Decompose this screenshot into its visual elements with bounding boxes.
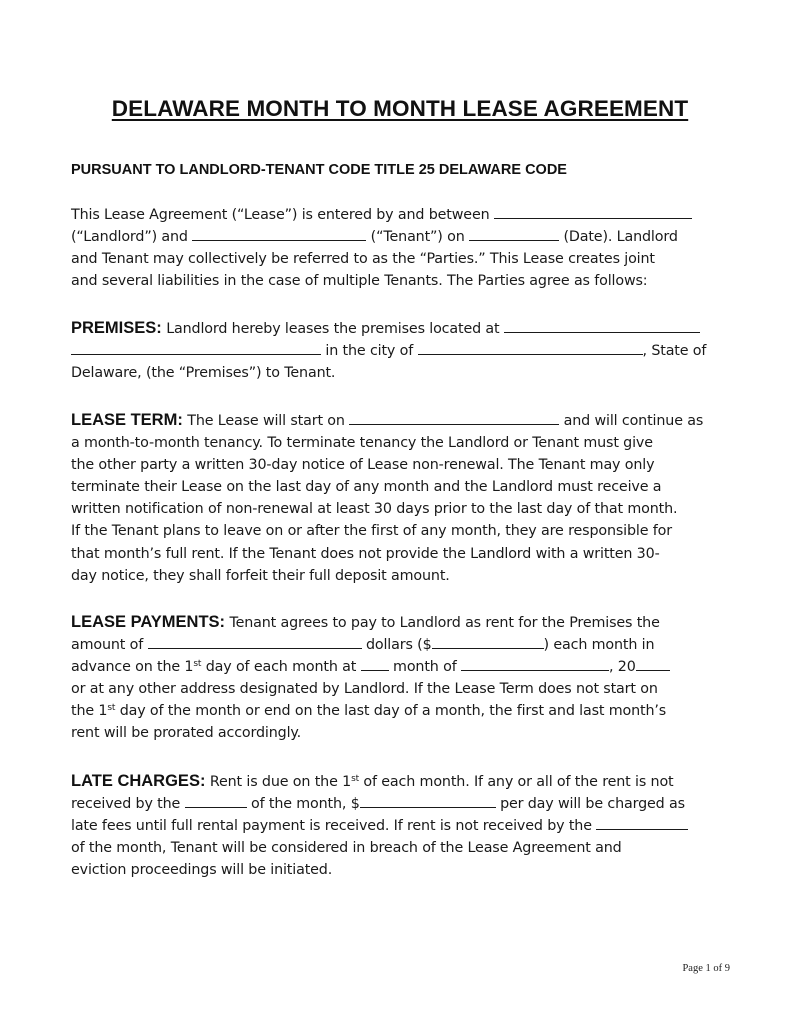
lease-start-date-blank[interactable]	[349, 411, 559, 425]
ordinal-suffix: st	[107, 703, 116, 714]
late-charges-line-2	[71, 793, 731, 815]
intro-line-2	[71, 226, 731, 248]
late-charges-text: received by the	[71, 796, 181, 813]
payment-year-blank[interactable]	[636, 657, 670, 671]
lease-payments-line-3	[71, 656, 731, 678]
intro-text: This Lease Agreement (“Lease”) is entered by and between	[71, 207, 490, 223]
lease-payments-text: the 1	[71, 703, 108, 720]
late-charges-section	[71, 770, 731, 881]
lease-payments-text: day of the month or end on the last day of a month, the first and last month’s	[119, 703, 667, 720]
document-subtitle: PURSUANT TO LANDLORD-TENANT CODE TITLE 25 DELAWARE CODE	[71, 162, 567, 178]
payment-month-blank[interactable]	[461, 657, 609, 671]
premises-line-2	[71, 340, 731, 362]
page-number: Page 1 of 9	[682, 963, 730, 974]
lease-term-section	[71, 409, 731, 587]
agreement-date-blank[interactable]	[469, 227, 559, 241]
lease-term-text: and will continue as	[563, 413, 704, 429]
premises-text: in the city of	[325, 343, 414, 360]
lease-term-text: The Lease will start on	[187, 413, 345, 429]
payment-address-blank[interactable]	[361, 657, 389, 671]
late-charges-text: of the month, $	[250, 796, 360, 813]
lease-payments-line-6: rent will be prorated accordingly.	[71, 725, 302, 742]
lease-payments-text: amount of	[71, 637, 144, 654]
lease-term-line-6: If the Tenant plans to leave on or after the first of any month, they are responsible for	[71, 523, 672, 540]
lease-payments-text: ) each month in	[543, 637, 655, 654]
premises-address-continued-blank[interactable]	[71, 341, 321, 355]
lease-payments-text: day of each month at	[205, 659, 357, 676]
premises-line-3: Delaware, (the “Premises”) to Tenant.	[71, 365, 336, 382]
intro-line-1	[71, 204, 731, 226]
late-charges-line-3	[71, 815, 731, 837]
lease-payments-heading: LEASE PAYMENTS:	[71, 613, 226, 631]
lease-payments-text: dollars ($	[365, 637, 432, 654]
lease-payments-section	[71, 611, 731, 745]
rent-amount-words-blank[interactable]	[148, 635, 362, 649]
premises-section	[71, 317, 731, 384]
lease-payments-text: , 20	[608, 659, 636, 676]
intro-text: (“Tenant”) on	[370, 229, 465, 246]
document-title: DELAWARE MONTH TO MONTH LEASE AGREEMENT	[111, 96, 689, 121]
late-charges-text: of each month. If any or all of the rent is not	[363, 774, 674, 790]
lease-term-line-2: a month-to-month tenancy. To terminate tenancy the Landlord or Tenant must give	[71, 435, 653, 452]
intro-text: (Date). Landlord	[563, 229, 678, 246]
lease-term-line-8: day notice, they shall forfeit their full deposit amount.	[71, 567, 450, 584]
late-charges-line-1	[71, 770, 731, 793]
lease-term-heading: LEASE TERM:	[71, 411, 183, 429]
lease-payments-line-4: or at any other address designated by Landlord. If the Lease Term does not start on	[71, 681, 658, 698]
lease-term-line-1	[71, 409, 731, 432]
intro-paragraph	[71, 204, 731, 292]
late-charges-text: Rent is due on the 1	[209, 774, 352, 790]
lease-payments-line-5	[71, 700, 731, 722]
landlord-name-blank[interactable]	[494, 205, 692, 219]
breach-day-blank[interactable]	[596, 816, 688, 830]
lease-payments-line-1	[71, 611, 731, 634]
premises-city-blank[interactable]	[418, 341, 643, 355]
premises-line-1	[71, 317, 731, 340]
late-charges-heading: LATE CHARGES:	[71, 772, 206, 790]
lease-payments-text: month of	[393, 659, 457, 676]
late-charges-line-4: of the month, Tenant will be considered in breach of the Lease Agreement and	[71, 840, 622, 857]
late-day-blank[interactable]	[185, 794, 247, 808]
lease-term-line-7: that month’s full rent. If the Tenant does not provide the Landlord with a written 30-	[71, 545, 660, 562]
late-charges-text: late fees until full rental payment is received. If rent is not received by the	[71, 818, 592, 835]
lease-term-line-5: written notification of non-renewal at least 30 days prior to the last day of that month.	[71, 501, 678, 518]
late-charges-text: per day will be charged as	[500, 796, 685, 813]
late-fee-amount-blank[interactable]	[360, 794, 496, 808]
lease-term-line-3: the other party a written 30-day notice of Lease non-renewal. The Tenant may only	[71, 457, 655, 474]
premises-text: , State of	[642, 343, 707, 360]
lease-payments-text: Tenant agrees to pay to Landlord as rent for the Premises the	[229, 615, 660, 631]
premises-heading: PREMISES:	[71, 319, 162, 337]
lease-payments-text: advance on the 1	[71, 659, 194, 676]
intro-text: (“Landlord”) and	[71, 229, 188, 246]
lease-payments-line-2	[71, 634, 731, 656]
lease-term-line-4: terminate their Lease on the last day of any month and the Landlord must receive a	[71, 479, 662, 496]
intro-line-4: and several liabilities in the case of multiple Tenants. The Parties agree as follows:	[71, 273, 648, 290]
premises-text: Landlord hereby leases the premises located at	[166, 321, 500, 337]
premises-address-blank[interactable]	[504, 319, 700, 333]
ordinal-suffix: st	[351, 774, 359, 784]
tenant-name-blank[interactable]	[192, 227, 366, 241]
ordinal-suffix: st	[193, 659, 202, 670]
intro-line-3: and Tenant may collectively be referred to as the “Parties.” This Lease creates joint	[71, 251, 655, 268]
late-charges-line-5: eviction proceedings will be initiated.	[71, 862, 333, 879]
rent-amount-number-blank[interactable]	[432, 635, 544, 649]
